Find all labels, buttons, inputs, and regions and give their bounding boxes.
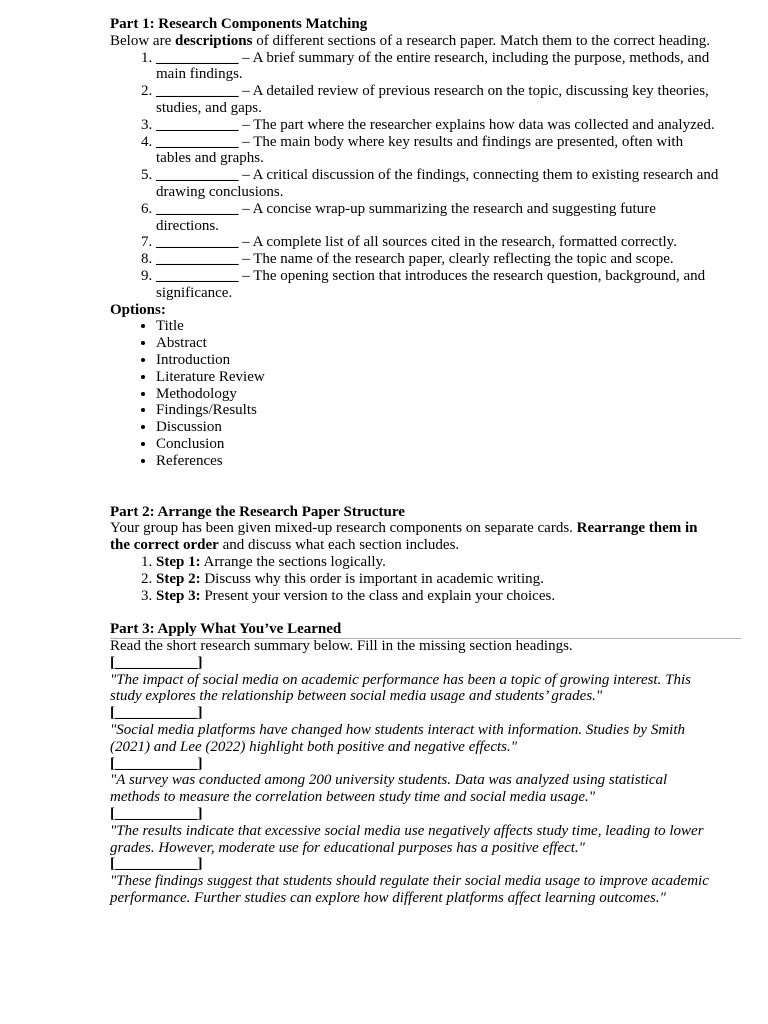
heading-slot[interactable]: [___________] [110,806,203,823]
matching-item: 4. ___________ – The main body where key results and findings are presented, often with tables and graphs. [156,134,720,168]
heading-slot[interactable]: [___________] [110,856,203,873]
options-list [110,318,720,469]
steps-list [110,554,720,604]
answer-blank[interactable]: ___________ [156,234,239,251]
option-item: • Introduction [156,352,720,369]
answer-blank[interactable]: ___________ [156,267,239,284]
options-label: Options: [110,301,166,318]
option-item: • Findings/Results [156,402,720,419]
matching-item: 5. ___________ – A critical discussion of the findings, connecting them to existing research and drawing conclusions. [156,167,720,201]
worksheet-content [110,16,720,907]
matching-item: 6. ___________ – A concise wrap-up summarizing the research and suggesting future directions. [156,201,720,235]
heading-slot[interactable]: [___________] [110,654,203,671]
heading-slot[interactable]: [___________] [110,705,203,722]
matching-item: 8. ___________ – The name of the research paper, clearly reflecting the topic and scope. [156,251,720,268]
matching-list [110,50,720,302]
answer-blank[interactable]: ___________ [156,116,239,133]
matching-item: 7. ___________ – A complete list of all sources cited in the research, formatted correctly. [156,234,720,251]
summary-passage: "These findings suggest that students should regulate their social media usage to improve academic performance. Further studies can explore how different platforms affect learning outcomes." [110,873,709,907]
summary-passage: "The impact of social media on academic performance has been a topic of growing interest. This study explores the relationship between social media usage and students’ grades." [110,671,691,705]
summary-passage: "A survey was conducted among 200 university students. Data was analyzed using statistical methods to measure the correlation between study time and social media usage." [110,772,668,806]
option-item: • Literature Review [156,369,720,386]
option-item: • Abstract [156,335,720,352]
matching-item: 3. ___________ – The part where the researcher explains how data was collected and analyzed. [156,117,720,134]
part1-title: Part 1: Research Components Matching [110,16,368,32]
matching-item: 9. ___________ – The opening section that introduces the research question, background, and significance. [156,268,720,302]
matching-item: 2. ___________ – A detailed review of previous research on the topic, discussing key theories, studies, and gaps. [156,83,720,117]
answer-blank[interactable]: ___________ [156,83,239,100]
part3-intro: Read the short research summary below. Fill in the missing section headings. [110,638,573,655]
option-item: • References [156,453,720,470]
answer-blank[interactable]: ___________ [156,200,239,217]
answer-blank[interactable]: ___________ [156,251,239,268]
step-item: 2. Step 2: Discuss why this order is important in academic writing. [156,571,720,588]
summary-passage: "Social media platforms have changed how students interact with information. Studies by Smith (2021) and Lee (2022) highlight both positive and negative effects." [110,722,686,755]
option-item: • Title [156,318,720,335]
matching-item: 1. ___________ – A brief summary of the entire research, including the purpose, methods, and main findings. [156,50,720,84]
step-item: 1. Step 1: Arrange the sections logically. [156,554,720,571]
section-divider [110,638,741,639]
part3-title: Part 3: Apply What You’ve Learned [110,621,342,638]
summary-passage: "The results indicate that excessive social media use negatively affects study time, leading to lower grades. However, moderate use for educational purposes has a positive effect." [110,822,704,856]
option-item: • Discussion [156,419,720,436]
answer-blank[interactable]: ___________ [156,49,239,66]
option-item: • Methodology [156,386,720,403]
part1-intro: Below are descriptions of different sections of a research paper. Match them to the correct heading. [110,32,710,49]
step-item: 3. Step 3: Present your version to the class and explain your choices. [156,588,720,605]
heading-slot[interactable]: [___________] [110,755,203,772]
part2-title: Part 2: Arrange the Research Paper Structure [110,503,405,520]
option-item: • Conclusion [156,436,720,453]
answer-blank[interactable]: ___________ [156,133,239,150]
answer-blank[interactable]: ___________ [156,167,239,184]
part2-intro: Your group has been given mixed-up research components on separate cards. Rearrange them in the correct order and discuss what each section includes. [110,520,698,554]
